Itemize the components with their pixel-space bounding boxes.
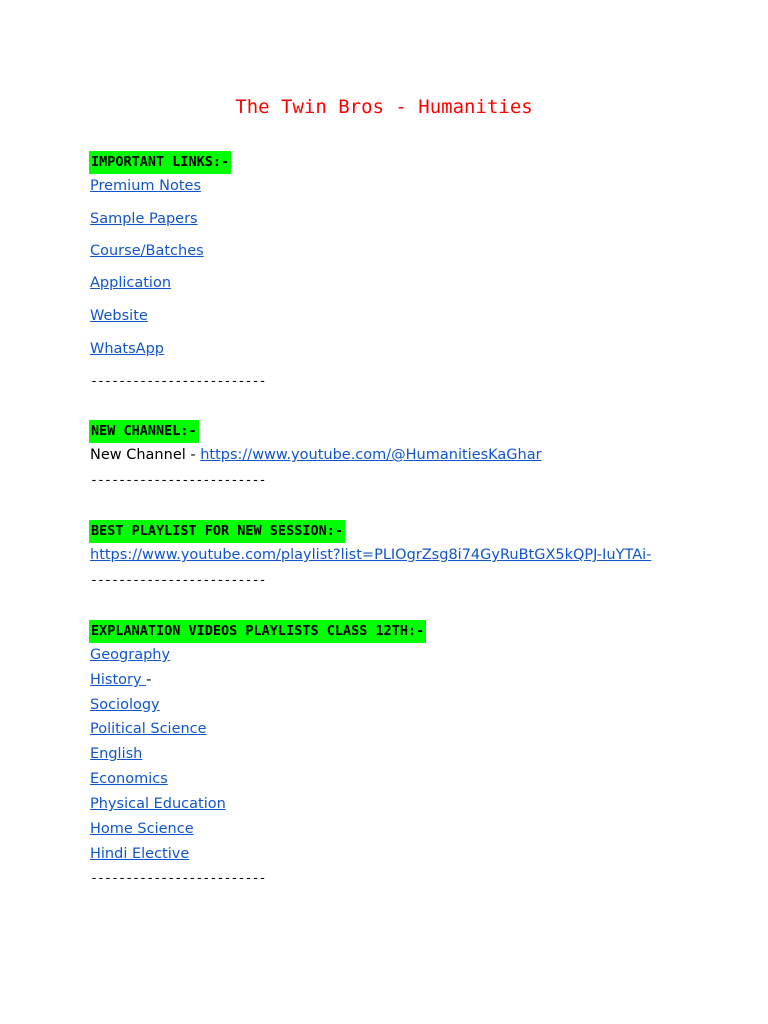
separator-line: ------------------------- [90,871,266,886]
new-channel-url-link[interactable]: https://www.youtube.com/@HumanitiesKaGhar [200,447,542,463]
history-line [90,672,151,688]
separator-line: ------------------------- [90,573,266,588]
whatsapp-link[interactable]: WhatsApp [90,341,164,357]
best-playlist-url-link[interactable]: https://www.youtube.com/playlist?list=PLIOgrZsg8i74GyRuBtGX5kQPJ-IuYTAi- [90,547,652,563]
best-playlist-heading: BEST PLAYLIST FOR NEW SESSION:- [89,520,345,543]
sociology-link[interactable]: Sociology [90,697,160,713]
new-channel-line [90,447,542,463]
economics-link[interactable]: Economics [90,771,168,787]
physical-education-link[interactable]: Physical Education [90,796,226,812]
english-link[interactable]: English [90,746,143,762]
important-links-heading: IMPORTANT LINKS:- [89,151,231,174]
geography-link[interactable]: Geography [90,647,171,663]
premium-notes-link[interactable]: Premium Notes [90,178,202,194]
new-channel-label: New Channel - [90,447,201,463]
separator-line: ------------------------- [90,473,266,488]
website-link[interactable]: Website [90,308,148,324]
hindi-elective-link[interactable]: Hindi Elective [90,846,190,862]
new-channel-heading: NEW CHANNEL:- [89,420,199,443]
course-batches-link[interactable]: Course/Batches [90,243,204,259]
application-link[interactable]: Application [90,275,172,291]
political-science-link[interactable]: Political Science [90,721,207,737]
history-suffix: - [146,672,152,688]
history-link[interactable]: History [90,672,147,688]
page-title: The Twin Bros - Humanities [235,96,533,118]
sample-papers-link[interactable]: Sample Papers [90,211,198,227]
explanation-videos-heading: EXPLANATION VIDEOS PLAYLISTS CLASS 12TH:- [89,620,426,643]
home-science-link[interactable]: Home Science [90,821,194,837]
separator-line: ------------------------- [90,374,266,389]
